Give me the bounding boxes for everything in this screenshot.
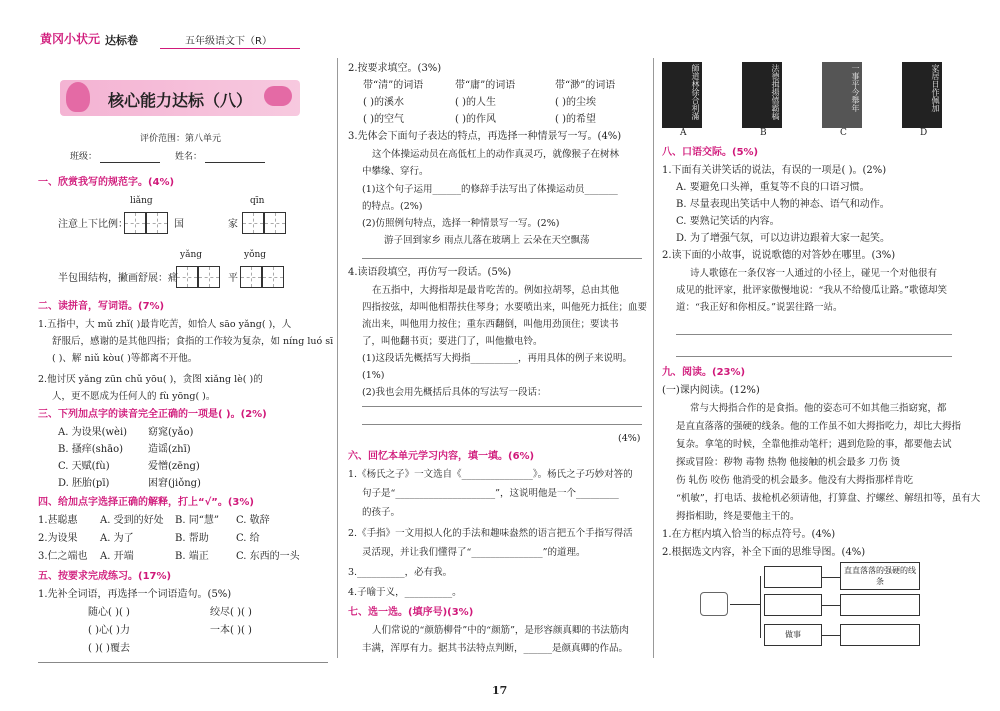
section-6-title: 六、回忆本单元学习内容，填一填。(6%) (348, 451, 535, 462)
s5-write-line[interactable] (38, 662, 328, 663)
s3-option-a2: 窈窕(yǎo) (148, 427, 194, 438)
line1-a: 注意上下比例： (58, 219, 128, 230)
s2-line-1: 1.五指中，大 mǔ zhǐ( )最肯吃苦，如恰人 sāo yǎng( )，人 (38, 319, 292, 330)
section-7-title: 七、选一选。(填序号)(3%) (348, 607, 474, 618)
s2-line-4: 2.他讨厌 yǎng zūn chǔ yōu( )，贪图 xiǎng lè( )的 (38, 374, 263, 385)
c2-l1: 2.按要求填空。(3%) (348, 63, 442, 74)
s8-l2: 2.读下面的小故事，说说歌德的对答妙在哪里。(3%) (662, 250, 896, 261)
mind-box-right-1: 直直落落的强硬的线条 (840, 562, 920, 590)
mind-box-left-1[interactable] (764, 566, 822, 588)
s9-p2: 是直直落落的强硬的线条。他的工作虽不如大拇指吃力，却比大拇指 (676, 421, 962, 432)
s6-l4: 2.《手指》一文用拟人化的手法和趣味盎然的语言把五个手指写得活 (348, 528, 633, 539)
c2-l4c: ( )的希望 (555, 114, 596, 125)
c2-l12: 4.读语段填空，再仿写一段话。(5%) (348, 267, 512, 278)
mind-box-left-2[interactable] (764, 594, 822, 616)
c2-l15: 流出来，叫他用力按住；重东西翻倒，叫他用劲顶住；要读书 (362, 319, 619, 330)
s8-l1: 1.下面有关讲笑话的说法，有误的一项是( )。(2%) (662, 165, 887, 176)
section-2-title: 二、读拼音，写词语。(7%) (38, 301, 165, 312)
mind-link-1 (822, 577, 840, 578)
s4-1a: 1.甚聪惠 (38, 515, 78, 526)
caption-d: D (920, 128, 928, 138)
s9-p1: 常与大拇指合作的是食指。他的姿态可不如其他三指窈窕，都 (690, 403, 947, 414)
s4-1b: A. 受到的好处 (100, 515, 164, 526)
write-box-4[interactable] (264, 212, 286, 234)
helicopter-icon (264, 86, 292, 106)
s4-3a: 3.仁之端也 (38, 551, 88, 562)
c2-l18: (1%) (362, 370, 385, 381)
write-box-5[interactable] (176, 266, 198, 288)
s6-l1: 1.《杨氏之子》一文选自《_______________》。杨氏之子巧妙对答的 (348, 469, 633, 480)
caption-b: B (760, 128, 767, 138)
section-4-title: 四、给加点字选择正确的解释，打上“√”。(3%) (38, 497, 254, 508)
c2-l3b: ( )的人生 (455, 97, 496, 108)
c2-l2b: 带“庸”的词语 (455, 80, 516, 91)
line1-c: 家 (228, 219, 238, 230)
write-box-8[interactable] (262, 266, 284, 288)
s8-d: D. 为了增强气氛，可以边讲边跟着大家一起笑。 (676, 233, 891, 244)
c2-l2c: 带“渺”的词语 (555, 80, 616, 91)
c2-l7: 中攀缘、穿行。 (362, 166, 429, 177)
s9-p4: 探或冒险：秽物 毒物 热物 他接触的机会最多 刀伤 烫 (676, 457, 901, 468)
s8-write-line-1[interactable] (676, 334, 952, 335)
caption-c: C (840, 128, 847, 138)
s7-l1: 人们常说的“颜筋柳骨”中的“颜筋”，是形容颜真卿的书法筋肉 (372, 625, 629, 636)
s4-3c: B. 端正 (175, 551, 209, 562)
s8-story-1: 诗人歌德在一条仅容一人通过的小径上，碰见一个对他很有 (690, 268, 938, 279)
c2-write-line-2[interactable] (362, 406, 642, 407)
s9-q1: 1.在方框内填入恰当的标点符号。(4%) (662, 529, 836, 540)
s6-l7: 4.子喻于义，__________。 (348, 587, 462, 598)
c2-l20: (4%) (618, 433, 641, 444)
write-box-2[interactable] (146, 212, 168, 234)
c2-l5: 3.先体会下面句子表达的特点，再选择一种情景写一写。(4%) (348, 131, 622, 142)
line2-b: 平 (228, 273, 238, 284)
s4-2d: C. 给 (236, 533, 260, 544)
grade-label: 五年级语文下（R） (185, 36, 272, 47)
c2-l19: (2)我也会用先概括后具体的写法写一段话： (362, 387, 547, 398)
s5-word-2: 绞尽( )( ) (210, 607, 252, 618)
pinyin-liang: liǎng (130, 196, 153, 206)
header-subtitle: 达标卷 (105, 34, 138, 47)
write-box-1[interactable] (124, 212, 146, 234)
s6-l2: 句子是“_____________________”，这说明他是一个_________ (362, 488, 619, 499)
column-divider-2 (653, 58, 654, 658)
c2-l2a: 带“清”的词语 (363, 80, 424, 91)
c2-l10: (2)仿照例句特点，选择一种情景写一写。(2%) (362, 218, 560, 229)
s8-a: A. 要避免口头禅，重复等不良的口语习惯。 (676, 182, 870, 193)
s9-p7: 拇指相助，终是要他主干的。 (676, 511, 800, 522)
pinyin-qin: qīn (250, 196, 265, 206)
s4-2b: A. 为了 (100, 533, 134, 544)
s9-sub: (一)课内阅读。(12%) (662, 385, 760, 396)
c2-write-line-3[interactable] (362, 424, 642, 425)
s6-l6: 3.__________，必有我。 (348, 567, 453, 578)
mind-link-3 (822, 635, 840, 636)
mind-stem (730, 604, 760, 605)
s3-option-c: C. 天赋(fù) (58, 461, 110, 472)
section-5-title: 五、按要求完成练习。(17%) (38, 571, 172, 582)
s5-word-3: ( )心( )力 (88, 625, 130, 636)
section-8-title: 八、口语交际。(5%) (662, 147, 759, 158)
hand-icon (700, 592, 728, 616)
c2-write-line-1[interactable] (362, 258, 642, 259)
c2-l17: (1)这段话先概括写大拇指__________，再用具体的例子来说明。 (362, 353, 632, 364)
scope-label: 评价范围：第八单元 (140, 134, 222, 144)
calligraphy-sample-c: 一事平今舉年 (822, 62, 862, 128)
brand-logo: 黄冈小状元 (40, 32, 101, 46)
s5-line-1: 1.先补全词语，再选择一个词语造句。(5%) (38, 589, 232, 600)
s3-option-b2: 造谣(zhī) (148, 444, 191, 455)
banner-title: 核心能力达标（八） (107, 91, 252, 110)
section-1-title: 一、欣赏我写的规范字。(4%) (38, 177, 175, 188)
mind-box-right-2[interactable] (840, 594, 920, 616)
write-box-7[interactable] (240, 266, 262, 288)
mind-box-left-3: 做事 (764, 624, 822, 646)
c2-l3c: ( )的尘埃 (555, 97, 596, 108)
c2-l9: 的特点。(2%) (362, 201, 423, 212)
class-blank (100, 162, 160, 163)
s2-line-5: 人，更不愿成为任何人的 fù yōng( )。 (52, 391, 216, 402)
s8-c: C. 要熟记笑话的内容。 (676, 216, 780, 227)
s4-2a: 2.为设果 (38, 533, 78, 544)
c2-l4a: ( )的空气 (363, 114, 404, 125)
s4-3d: C. 东西的一头 (236, 551, 300, 562)
s6-l3: 的孩子。 (362, 507, 401, 518)
s8-story-2: 成见的批评家，批评家傲慢地说：“我从不给傻瓜让路。”歌德却笑 (676, 285, 947, 296)
name-label: 姓名： (175, 152, 203, 162)
s9-p5: 伤 轧伤 咬伤 他消受的机会最多。他没有大拇指那样肯吃 (676, 475, 914, 486)
c2-l13: 在五指中，大拇指却是最肯吃苦的。例如拉胡琴，总由其他 (372, 285, 620, 296)
class-label: 班级： (70, 152, 98, 162)
calligraphy-sample-d: 家居日作佩加 (902, 62, 942, 128)
c2-l16: 了，叫他翻书页；要进门了，叫他撤电铃。 (362, 336, 543, 347)
page-number: 17 (492, 684, 508, 697)
c2-l6: 这个体操运动员在高低杠上的动作真灵巧，就像猴子在树林 (372, 149, 620, 160)
s9-p3: 复杂。拿笔的时候，全靠他推动笔杆；遇到危险的事，都要他去试 (676, 439, 952, 450)
write-box-6[interactable] (198, 266, 220, 288)
s3-option-a: A. 为设果(wèi) (58, 427, 128, 438)
mind-link-2 (822, 605, 840, 606)
write-box-3[interactable] (242, 212, 264, 234)
line2-a: 半包围结构，撇画舒展：痛 (58, 273, 178, 284)
section-3-title: 三、下列加点字的读音完全正确的一项是( )。(2%) (38, 409, 267, 420)
pinyin-yang: yǎng (180, 250, 203, 260)
s8-write-line-2[interactable] (676, 356, 952, 357)
calligraphy-sample-b: 法德揖揚僖霸稿 (742, 62, 782, 128)
s8-b: B. 尽量表现出笑话中人物的神态、语气和动作。 (676, 199, 890, 210)
s9-q2: 2.根据选文内容，补全下面的思维导图。(4%) (662, 547, 866, 558)
s8-story-3: 道：“我正好和你相反。”说罢往路一站。 (676, 302, 843, 313)
s4-1d: C. 敬辞 (236, 515, 270, 526)
s5-word-4-visible: ( )( )覆去 (88, 643, 130, 654)
c2-l3a: ( )的溪水 (363, 97, 404, 108)
mind-vertical (760, 576, 761, 638)
column-divider-1 (337, 58, 338, 658)
caption-a: A (680, 128, 687, 138)
s3-option-b: B. 搔痒(shāo) (58, 444, 124, 455)
s3-option-d: D. 胚胎(pī) (58, 478, 110, 489)
s4-3b: A. 开端 (100, 551, 134, 562)
s5-word-1: 随心( )( ) (88, 607, 130, 618)
c2-l11: 游子回到家乡 雨点儿落在玻璃上 云朵在天空飘荡 (384, 235, 590, 246)
line1-b: 国 (174, 219, 184, 230)
c2-l8: (1)这个句子运用______的修辞手法写出了体操运动员_______ (362, 184, 618, 195)
s3-option-d2: 困窘(jiǒng) (148, 478, 201, 489)
s2-line-2: 舒服后，感谢的是其他四指；食指的工作较为复杂，如 níng luó sī (52, 336, 334, 347)
pinyin-yong: yǒng (244, 250, 267, 260)
s9-p6: “机敏”，打电话、拔枪机必须请他，打算盘、拧螺丝、解纽扣等，虽有大 (676, 493, 981, 504)
c2-l4b: ( )的作风 (455, 114, 496, 125)
s6-l5: 灵活现，并让我们懂得了“_______________”的道理。 (362, 547, 586, 558)
title-banner (60, 80, 300, 116)
section-9-title: 九、阅读。(23%) (662, 367, 746, 378)
mind-box-right-3[interactable] (840, 624, 920, 646)
header-rule (160, 48, 300, 49)
calligraphy-sample-a: 師道林徐合利滿 (662, 62, 702, 128)
c2-l14: 四指按弦，却叫他相帮扶住琴身；水要喷出来，叫他死力抵住；血要 (362, 302, 648, 313)
s2-line-3: ( )、解 niǔ kòu( )等都离不开他。 (52, 353, 198, 364)
s3-option-c2: 爱憎(zēng) (148, 461, 200, 472)
s7-l2: 丰满，浑厚有力。据其书法特点判断，______是颜真卿的作品。 (362, 643, 629, 654)
s5-word-5: 一本( )( ) (210, 625, 252, 636)
name-blank (205, 162, 265, 163)
s4-2c: B. 帮助 (175, 533, 209, 544)
s4-1c: B. 同“慧” (175, 515, 219, 526)
